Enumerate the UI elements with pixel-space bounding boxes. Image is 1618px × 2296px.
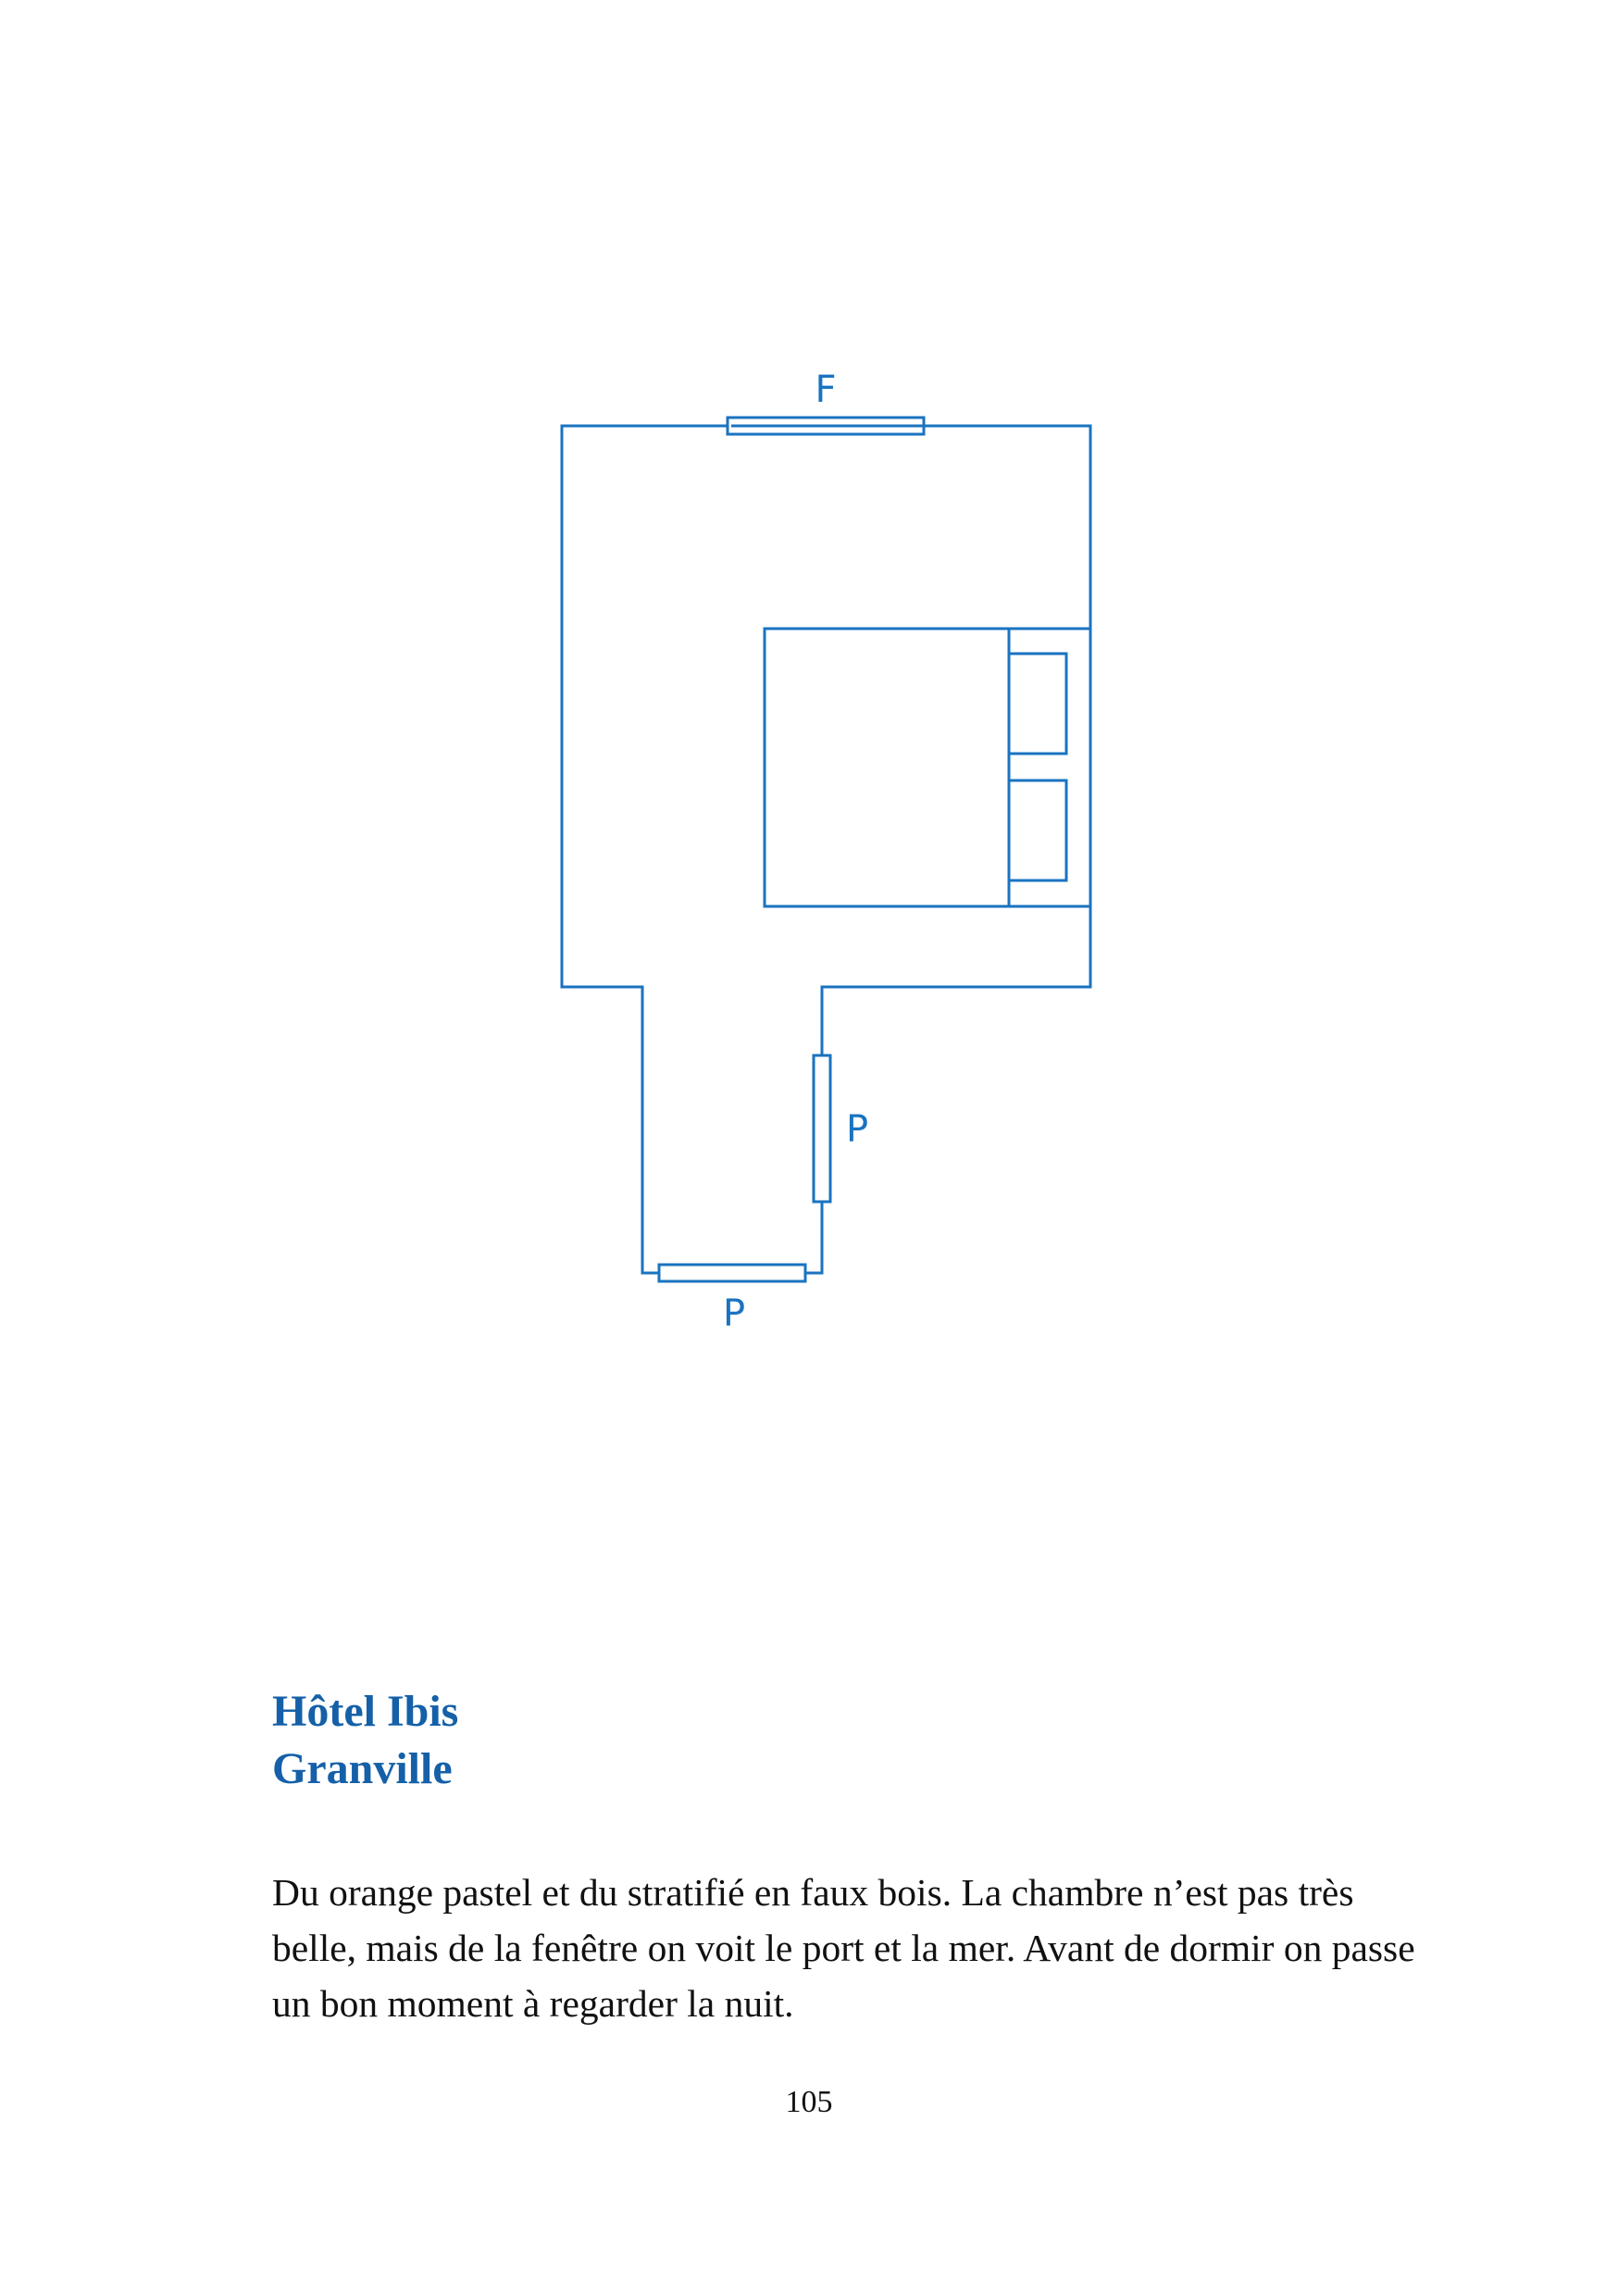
door-side-label: P — [845, 1108, 869, 1151]
hotel-city: Granville — [272, 1744, 453, 1793]
pillow-top — [1009, 654, 1066, 754]
door-bottom-label: P — [722, 1292, 746, 1335]
bed — [765, 629, 1090, 906]
page-number: 105 — [785, 2085, 833, 2119]
pillow-bottom — [1009, 780, 1066, 880]
window-label: F — [815, 368, 837, 411]
room-walls — [562, 426, 1090, 1273]
door-side — [814, 1055, 830, 1202]
door-bottom — [659, 1265, 805, 1281]
hotel-heading — [272, 1683, 458, 1798]
hotel-name: Hôtel Ibis — [272, 1687, 459, 1736]
body-paragraph: Du orange pastel et du stratifié en faux bois. La chambre n’est pas très belle, mais de la fenêtre on voit le port et la mer. Avant de dormir on passe un bon moment à regarder la nuit. — [272, 1871, 1415, 2025]
